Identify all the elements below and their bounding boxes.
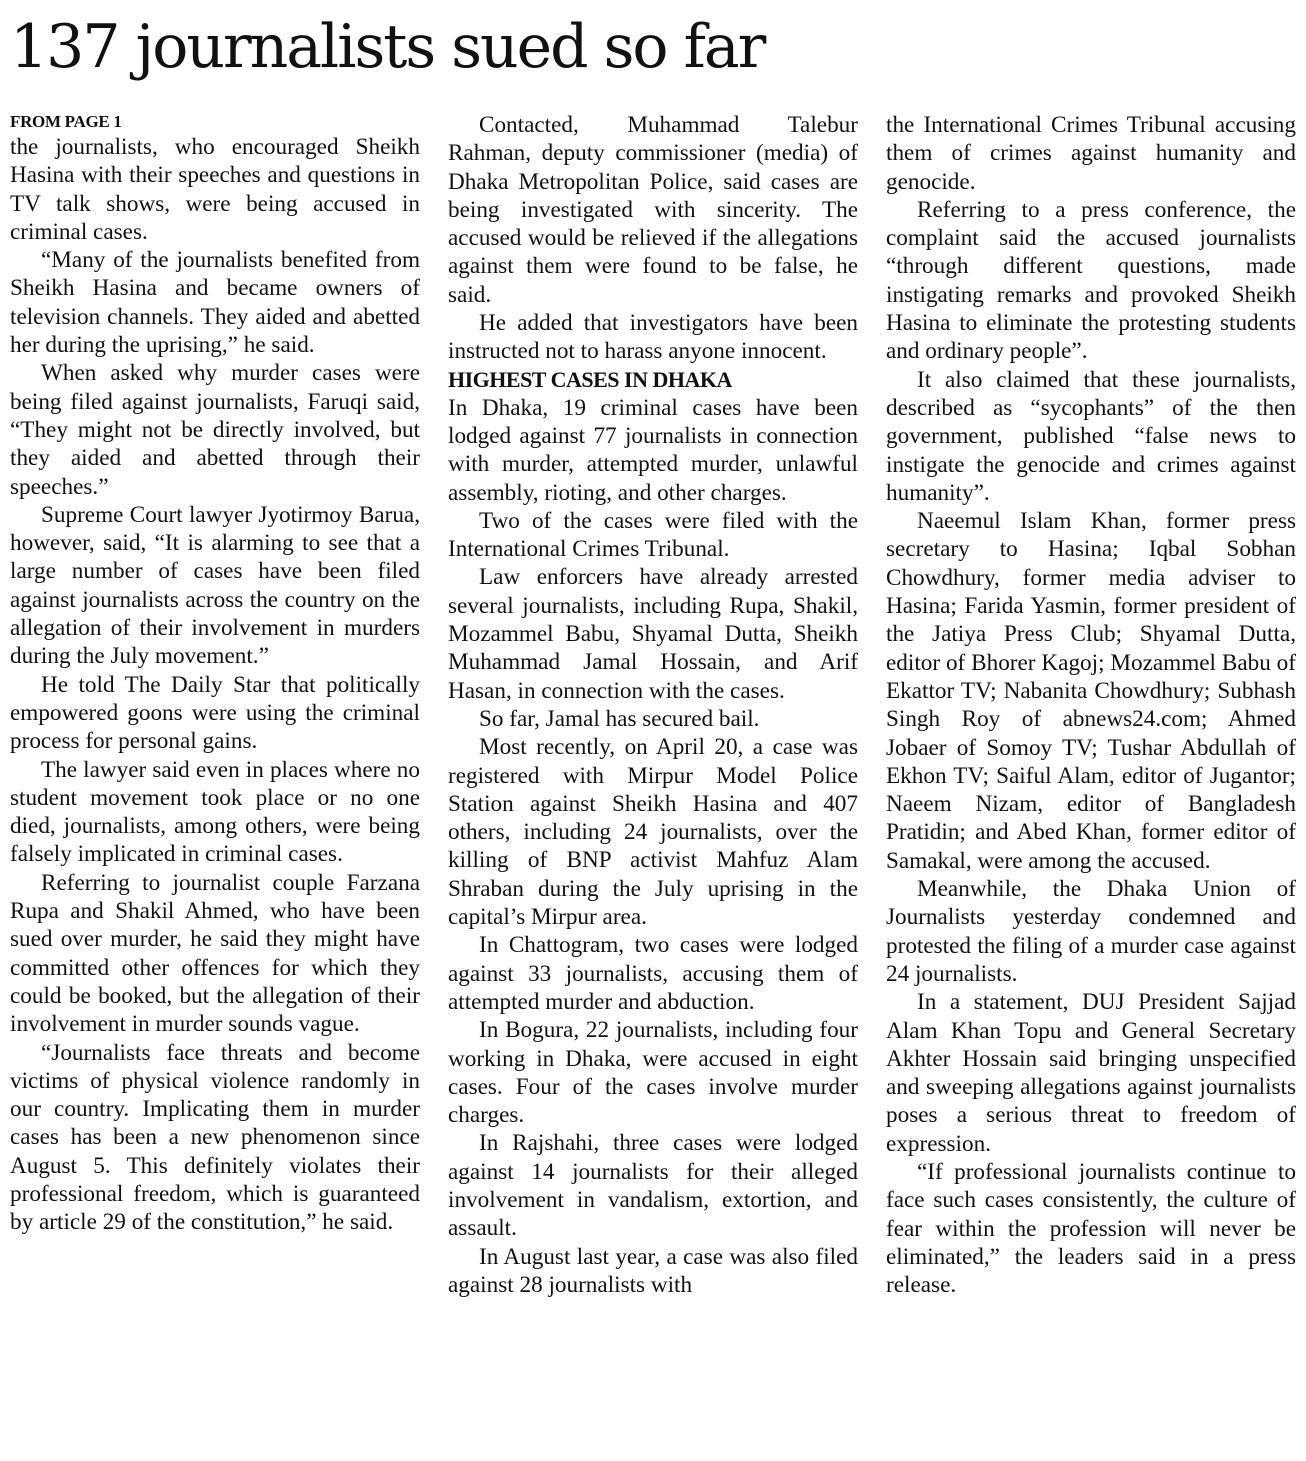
paragraph: “Many of the journalists benefited from Sheikh Hasina and became owners of television channels. They aided and abetted her during the uprising,” he said. — [10, 247, 420, 359]
paragraph: In Dhaka, 19 criminal cases have been lodged against 77 journalists in connection with murder, attempted murder, unlawful assembly, rioting, and other charges. — [448, 394, 858, 506]
paragraph: It also claimed that these journalists, described as “sycophants” of the then government, published “false news to instigate the genocide and crimes against humanity”. — [886, 366, 1296, 506]
kicker-from-page-1: FROM PAGE 1 — [10, 112, 122, 131]
paragraph: In Bogura, 22 journalists, including four working in Dhaka, were accused in eight cases. Four of the cases involve murder charges. — [448, 1017, 858, 1129]
paragraph: Supreme Court lawyer Jyotirmoy Barua, however, said, “It is alarming to see that a large number of cases have been filed against journalists across the country on the allegation of their involvement in murders during the July movement.” — [10, 501, 420, 670]
paragraph: the journalists, who encouraged Sheikh Hasina with their speeches and questions in TV talk shows, were being accused in criminal cases. — [10, 134, 420, 245]
paragraph: Two of the cases were filed with the International Crimes Tribunal. — [448, 507, 858, 563]
paragraph: He told The Daily Star that politically empowered goons were using the criminal process for personal gains. — [10, 671, 420, 755]
column-3 — [886, 111, 1296, 1446]
paragraph: He added that investigators have been instructed not to harass anyone innocent. — [448, 310, 858, 365]
column-1 — [10, 111, 420, 1446]
paragraph: In Rajshahi, three cases were lodged against 14 journalists for their alleged involvement in vandalism, extortion, and assault. — [448, 1130, 858, 1242]
paragraph: In August last year, a case was also filed against 28 journalists with — [448, 1243, 858, 1298]
paragraph: In Chattogram, two cases were lodged against 33 journalists, accusing them of attempted murder and abduction. — [448, 932, 858, 1015]
paragraph: Referring to a press conference, the complaint said the accused journalists “through different questions, made instigating remarks and provoked Sheikh Hasina to eliminate the protesting students and ordinary people”. — [886, 196, 1296, 365]
column-2 — [448, 111, 858, 1446]
paragraph: Contacted, Muhammad Talebur Rahman, deputy commissioner (media) of Dhaka Metropolitan Police, said cases are being investigated with sincerity. The accused would be relieved if the allegations against them were found to be false, he said. — [448, 112, 858, 308]
paragraph: Most recently, on April 20, a case was registered with Mirpur Model Police Station against Sheikh Hasina and 407 others, including 24 journalists, over the killing of BNP activist Mahfuz Alam Shraban during the July uprising in the capital’s Mirpur area. — [448, 734, 858, 931]
paragraph: When asked why murder cases were being filed against journalists, Faruqi said, “They might not be directly involved, but they aided and abetted through their speeches.” — [10, 360, 420, 500]
paragraph: “If professional journalists continue to face such cases consistently, the culture of fear within the profession will never be eliminated,” the leaders said in a press release. — [886, 1158, 1296, 1299]
paragraph: Meanwhile, the Dhaka Union of Journalists yesterday condemned and protested the filing of a murder case against 24 journalists. — [886, 876, 1296, 987]
paragraph: The lawyer said even in places where no student movement took place or no one died, journalists, among others, were being falsely implicated in criminal cases. — [10, 756, 420, 868]
paragraph: Naeemul Islam Khan, former press secretary to Hasina; Iqbal Sobhan Chowdhury, former media adviser to Hasina; Farida Yasmin, former president of the Jatiya Press Club; Shyamal Dutta, editor of Bhorer Kagoj; Mozammel Babu of Ekattor TV; Nabanita Chowdhury; Subhash Singh Roy of abnews24.com; Ahmed Jobaer of Somoy TV; Tushar Abdullah of Ekhon TV; Saiful Alam, editor of Jugantor; Naeem Nizam, editor of Bangladesh Pratidin; and Abed Khan, former editor of Samakal, were among the accused. — [886, 508, 1296, 874]
paragraph: So far, Jamal has secured bail. — [479, 705, 760, 732]
paragraph: Referring to journalist couple Farzana Rupa and Shakil Ahmed, who have been sued over murder, he said they might have committed other offences for which they could be booked, but the allegation of their involvement in murder sounds vague. — [10, 869, 420, 1038]
paragraph: “Journalists face threats and become victims of physical violence randomly in our country. Implicating them in murder cases has been a new phenomenon since August 5. This definitely violates their professional freedom, which is guaranteed by article 29 of the constitution,” he said. — [10, 1039, 420, 1236]
paragraph: In a statement, DUJ President Sajjad Alam Khan Topu and General Secretary Akhter Hossain said bringing unspecified and sweeping allegations against journalists poses a serious threat to freedom of expression. — [886, 989, 1296, 1157]
paragraph: the International Crimes Tribunal accusing them of crimes against humanity and genocide. — [886, 112, 1296, 195]
headline: 137 journalists sued so far — [10, 12, 765, 82]
paragraph: Law enforcers have already arrested several journalists, including Rupa, Shakil, Mozammel Babu, Shyamal Dutta, Sheikh Muhammad Jamal Hossain, and Arif Hasan, in connection with the cases. — [448, 564, 858, 704]
subhead-highest-cases: HIGHEST CASES IN DHAKA — [448, 366, 732, 392]
